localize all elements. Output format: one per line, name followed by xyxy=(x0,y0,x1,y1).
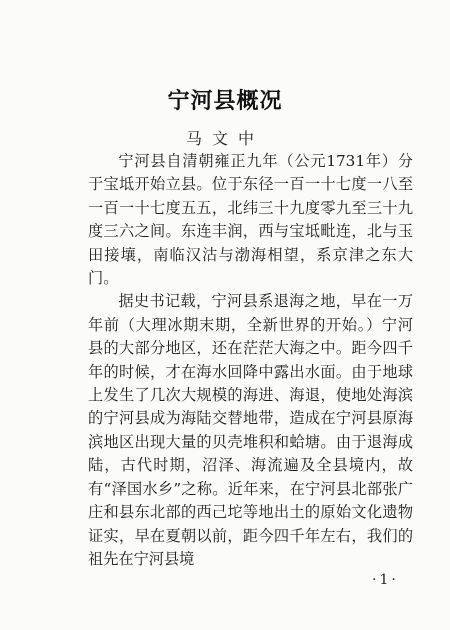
document-title: 宁河县概况 xyxy=(167,88,283,114)
body-text xyxy=(88,150,413,571)
page-number: ·1· xyxy=(372,572,399,588)
paragraph-1: 宁河县自清朝雍正九年（公元1731年）分于宝坻开始立县。位于东径一百一十七度一八至一百一十七度五五，北纬三十九度零九至三十九度三六之间。东连丰润，西与宝坻毗连，北与玉田接壤，南临汉沽与渤海相望，系京津之东大门。 xyxy=(88,152,413,288)
paragraph-2: 据史书记载，宁河县系退海之地，早在一万年前（大理冰期末期，全新世界的开始。）宁河县的大部分地区，还在茫茫大海之中。距今四千年的时候，才在海水回降中露出水面。由于地球上发生了几次大规模的海进、海退，使地处海滨的宁河县成为海陆交替地带，造成在宁河县原海滨地区出现大量的贝壳堆积和蛤塘。由于退海成陆，古代时期，沼泽、海流遍及全县境内，故有“泽国水乡”之称。近年来，在宁河县北部张广庄和县东北部的西己坨等地出土的原始文化遗物证实，早在夏朝以前，距今四千年左右，我们的祖先在宁河县境 xyxy=(88,292,413,568)
author-name: 马文中 xyxy=(185,129,264,148)
